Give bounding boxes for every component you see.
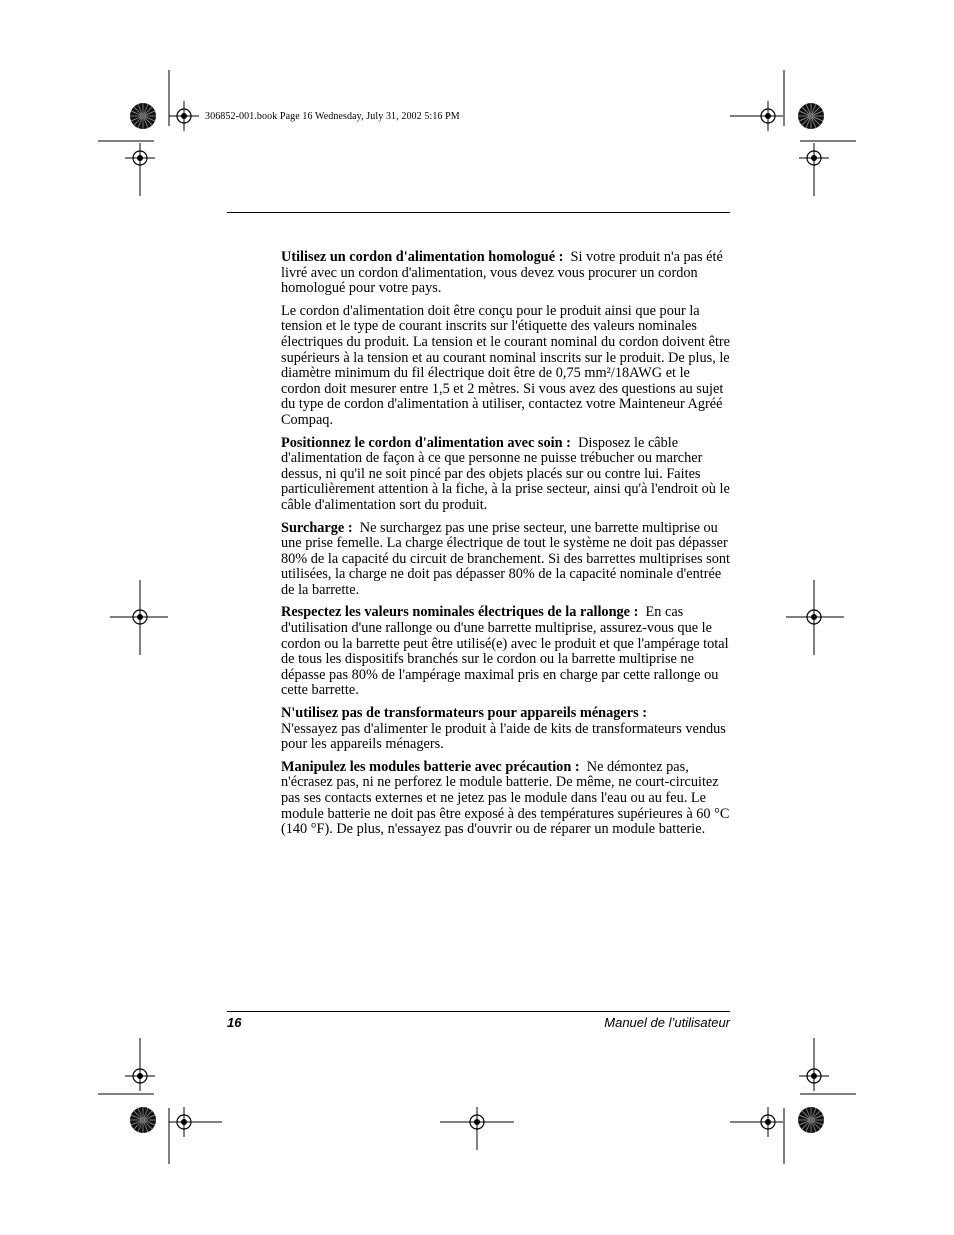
paragraph-modules-batterie <box>281 760 731 838</box>
page-body <box>281 250 731 845</box>
paragraph-heading: Positionnez le cordon d'alimentation avec soin : <box>281 434 571 451</box>
paragraph-cordon-specifications <box>281 304 731 429</box>
paragraph-text: Si votre produit n'a pas été livré avec un cordon d'alimentation, vous devez vous procurer un cordon homologué pour votre pays. <box>281 249 723 297</box>
registration-mark <box>799 143 829 173</box>
paragraph-heading: Manipulez les modules batterie avec précaution : <box>281 758 580 775</box>
registration-star-mark <box>130 103 156 129</box>
paragraph-heading: Utilisez un cordon d'alimentation homologué : <box>281 249 564 265</box>
registration-mark <box>169 1107 199 1137</box>
paragraph-text: En cas d'utilisation d'une rallonge ou d'une barrette multiprise, assurez-vous que le cordon ou la barrette peut être utilisé(e) avec le produit et que l'ampérage total de tous les dispositifs branchés sur le cordon ou la barrette multiprise ne dépasse pas 80% de l'ampérage maximal pris en charge par cette rallonge ou cette barrette. <box>281 604 729 699</box>
paragraph-text: Le cordon d'alimentation doit être conçu pour le produit ainsi que pour la tension et le type de courant inscrits sur l'étiquette des valeurs nominales électriques du produit. La tension et le courant nominal du cordon doivent être supérieurs à la tension et au courant nominal inscrits sur le produit. De plus, le diamètre minimum du fil électrique doit être de 0,75 mm²/18AWG et le cordon doit mesurer entre 1,5 et 2 mètres. Si vous avez des questions au sujet du type de cordon d'alimentation à utiliser, contactez votre Mainteneur Agréé Compaq. <box>281 302 731 428</box>
paragraph-rallonge <box>281 605 731 699</box>
paragraph-cordon-homologue <box>281 250 731 297</box>
paragraph-heading: N'utilisez pas de transformateurs pour appareils ménagers : <box>281 705 648 722</box>
footer-rule <box>227 1011 730 1012</box>
registration-star-mark <box>130 1107 156 1133</box>
paragraph-text: N'essayez pas d'alimenter le produit à l'aide de kits de transformateurs vendus pour les appareils ménagers. <box>281 720 726 753</box>
page-number: 16 <box>227 1015 242 1030</box>
paragraph-text: Ne démontez pas, n'écrasez pas, ni ne perforez le module batterie. De même, ne court-circuitez pas ses contacts externes et ne jetez pas le module dans l'eau ou au feu. Le module batterie ne doit pas être exposé à des températures supérieures à 60 °C (140 °F). De plus, n'essayez pas d'ouvrir ou de réparer un module batterie. <box>281 758 730 838</box>
paragraph-text: Ne surchargez pas une prise secteur, une barrette multiprise ou une prise femelle. La charge électrique de tout le système ne doit pas dépasser 80% de la capacité du circuit de branchement. Si des barrettes multiprises sont utilisées, la charge ne doit pas dépasser 80% de la capacité nominale d'entrée de la barrette. <box>281 519 731 598</box>
registration-mark <box>753 101 783 131</box>
paragraph-surcharge <box>281 521 731 599</box>
registration-star-mark <box>798 103 824 129</box>
registration-mark <box>799 1061 829 1091</box>
registration-mark <box>753 1107 783 1137</box>
paragraph-heading: Surcharge : <box>281 519 353 536</box>
paragraph-positionnez-cordon <box>281 436 731 514</box>
page-footer <box>227 1015 730 1033</box>
registration-mark <box>169 101 199 131</box>
registration-star-mark <box>798 1107 824 1133</box>
registration-mark <box>125 143 155 173</box>
paragraph-text: Disposez le câble d'alimentation de façon à ce que personne ne puisse trébucher ou marcher dessus, ni qu'il ne soit pincé par des objets placés sur ou contre lui. Faites particulièrement attention à la fiche, à la prise secteur, ainsi qu'à l'endroit où le câble d'alimentation sort du produit. <box>281 434 730 513</box>
registration-mark <box>125 1061 155 1091</box>
paragraph-transformateurs <box>281 706 731 753</box>
book-title: Manuel de l’utilisateur <box>604 1015 730 1030</box>
paragraph-heading: Respectez les valeurs nominales électriques de la rallonge : <box>281 604 639 621</box>
header-rule <box>227 212 730 213</box>
print-slug-line: 306852-001.book Page 16 Wednesday, July 31, 2002 5:16 PM <box>205 111 460 122</box>
